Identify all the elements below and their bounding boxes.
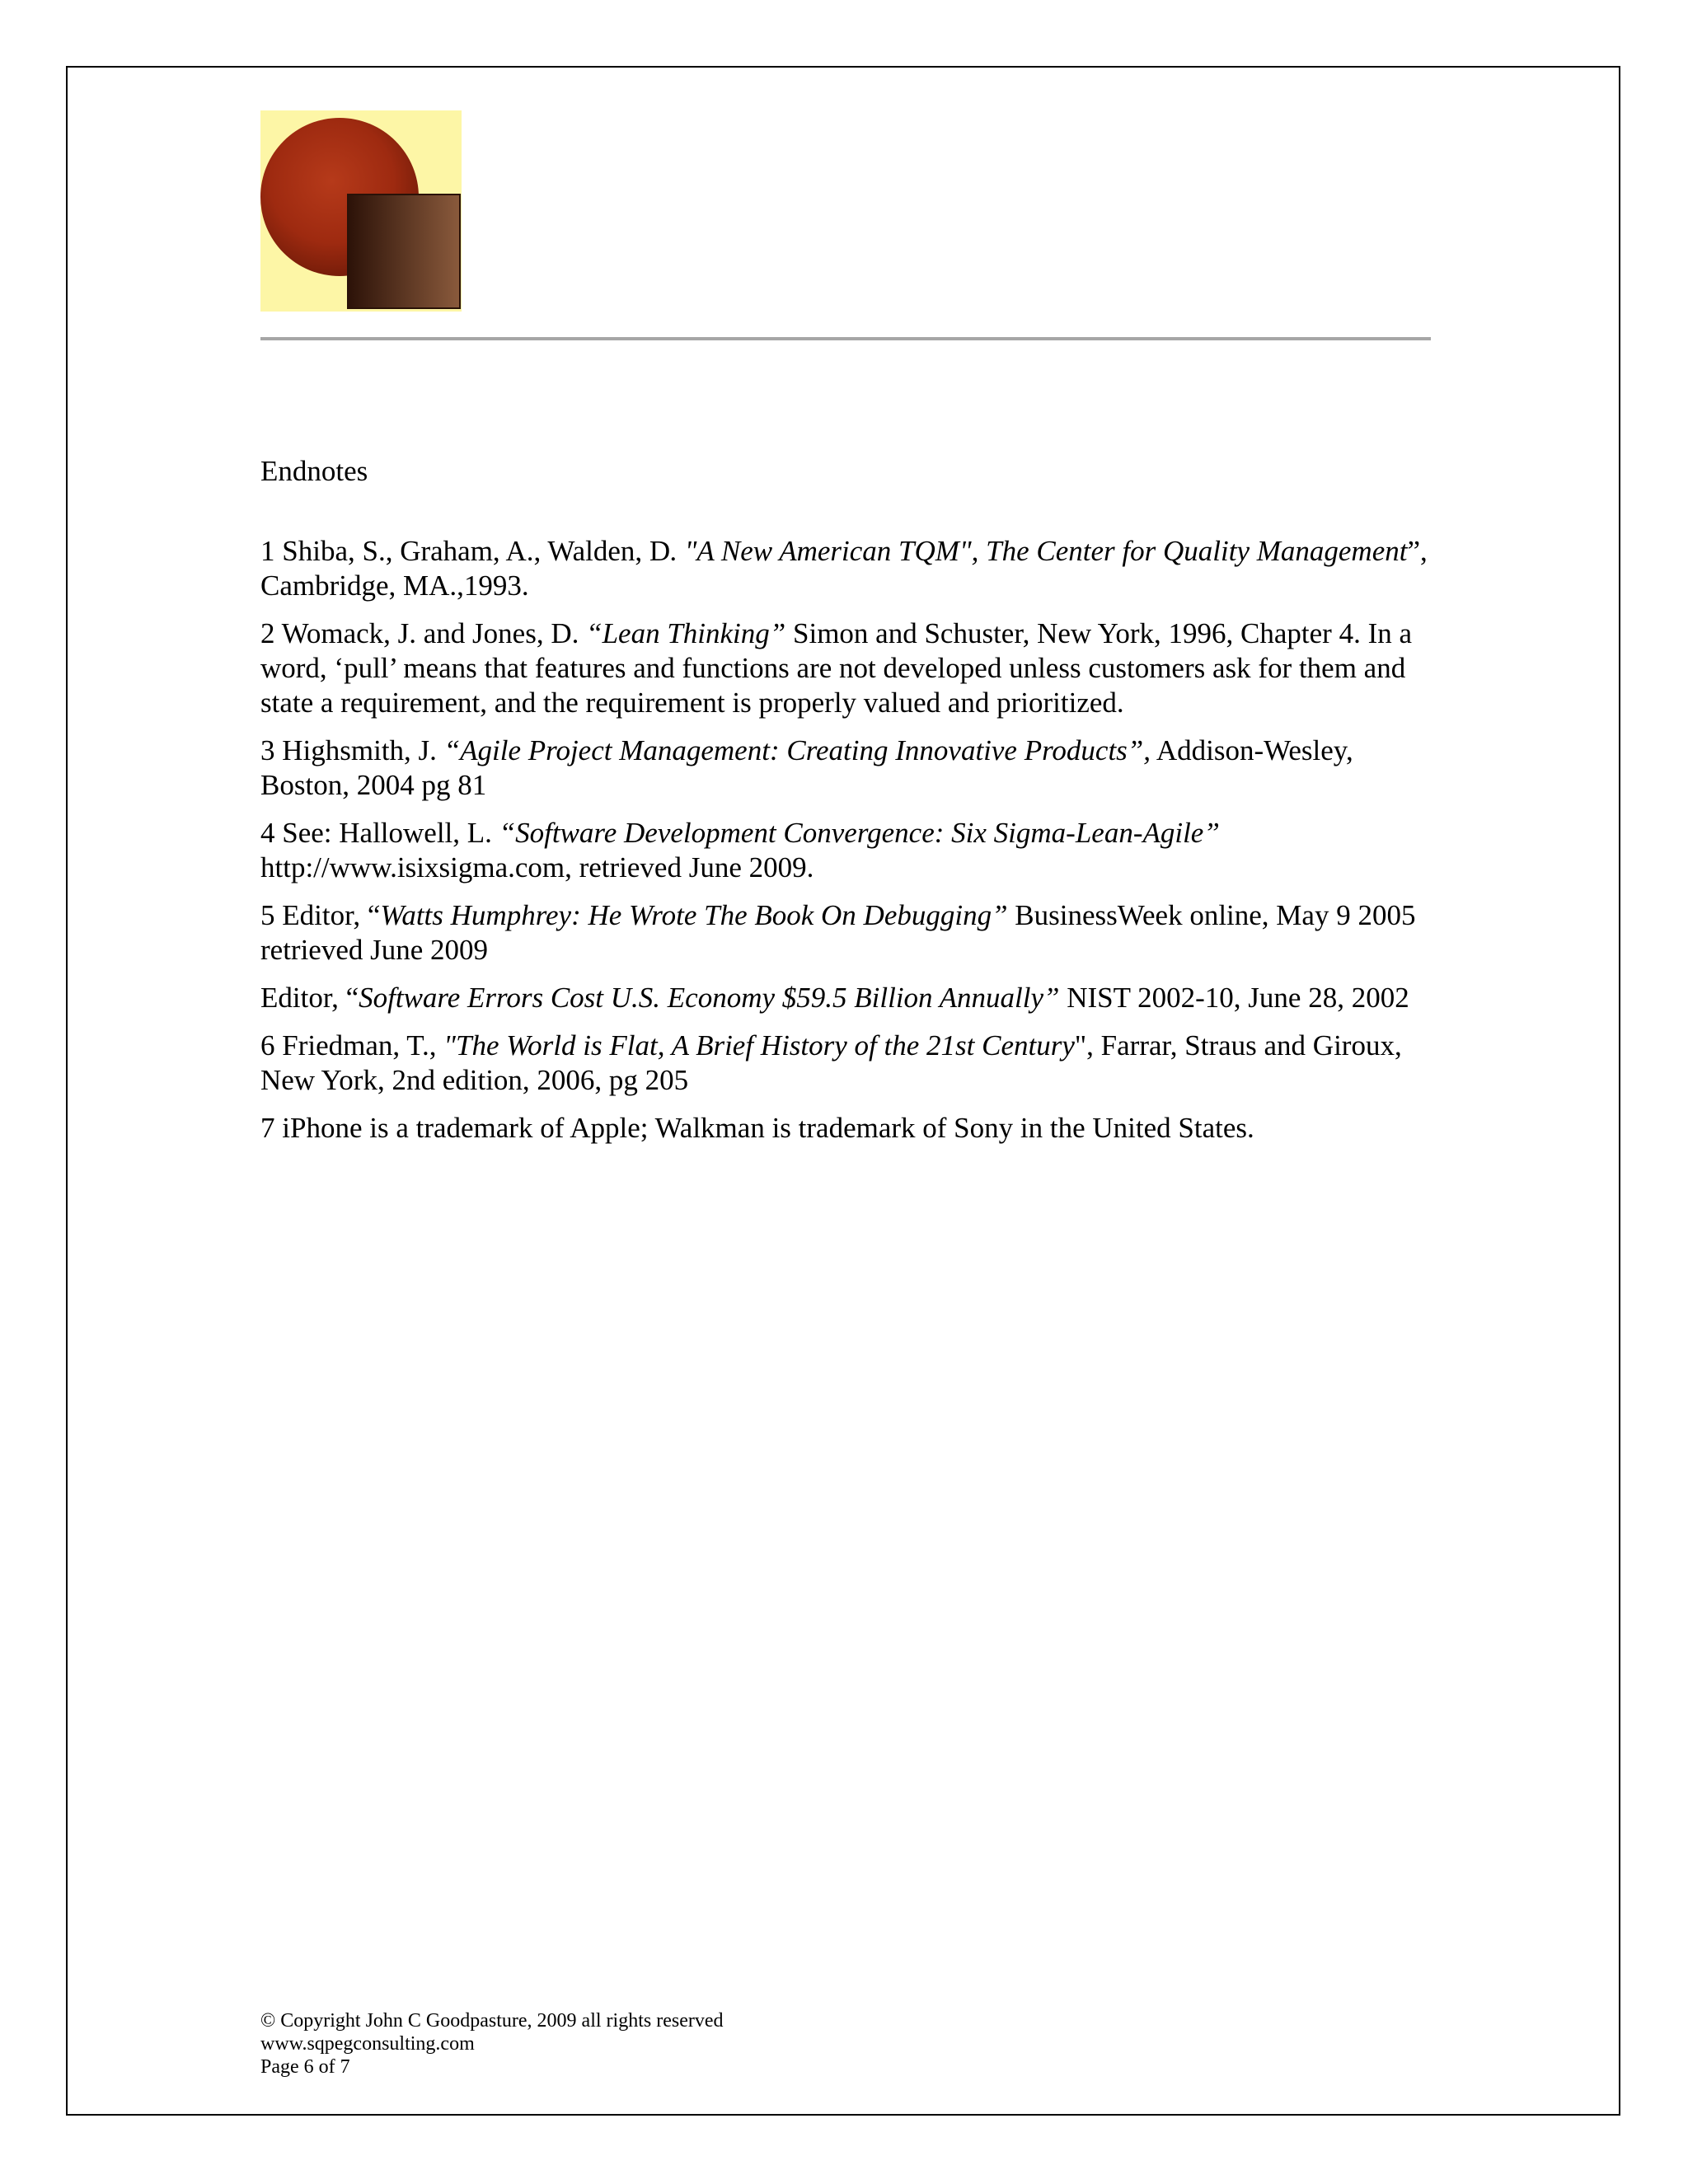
- logo-graphic: [260, 110, 462, 312]
- endnote-text: 6 Friedman, T.,: [260, 1029, 444, 1062]
- endnote-text: NIST 2002-10, June 28, 2002: [1059, 982, 1409, 1014]
- endnote-text: 3 Highsmith, J.: [260, 734, 444, 766]
- endnote-item: [260, 616, 1447, 720]
- endnote-item: [260, 534, 1447, 603]
- endnote-text: Simon and Schuster, New York, 1996, Chapter 4. In a word, ‘pull’ means that features and functions are not developed unless customers ask for them and state a requirement, and the requirement is properly valued and prioritized.: [260, 617, 1413, 719]
- endnote-text: http://www.isixsigma.com, retrieved June 2009.: [260, 851, 814, 883]
- footer-page-number: Page 6 of 7: [260, 2056, 350, 2078]
- endnote-item: [260, 898, 1447, 968]
- endnote-text: 1 Shiba, S., Graham, A., Walden, D: [260, 535, 671, 567]
- endnote-text: 7 iPhone is a trademark of Apple; Walkman is trademark of Sony in the United States.: [260, 1112, 1254, 1144]
- endnote-text: Editor, “: [260, 982, 359, 1014]
- endnote-title-text: "The World is Flat, A Brief History of the 21st Century: [443, 1029, 1075, 1062]
- endnote-title-text: Watts Humphrey: He Wrote The Book On Debugging”: [380, 899, 1008, 931]
- endnote-text: Addison-Wesley, Boston, 2004 pg 81: [260, 734, 1353, 801]
- header-divider: [260, 337, 1431, 340]
- endnote-item: [260, 1111, 1447, 1146]
- endnote-text: 4 See: Hallowell, L.: [260, 817, 499, 849]
- endnote-item: [260, 733, 1447, 803]
- endnote-title-text: . "A New American TQM", The Center for Quality Management: [670, 535, 1408, 567]
- footer-copyright: © Copyright John C Goodpasture, 2009 all rights reserved: [260, 2010, 724, 2032]
- endnote-text: 2 Womack, J. and Jones, D.: [260, 617, 587, 649]
- endnote-title-text: “Agile Project Management: Creating Innovative Products”,: [443, 734, 1151, 766]
- endnote-text: BusinessWeek online, May 9 2005 retrieved June 2009: [260, 899, 1416, 966]
- logo-square: [348, 194, 460, 308]
- endnote-item: [260, 1029, 1447, 1098]
- logo-image: [260, 110, 462, 312]
- footer-website: www.sqpegconsulting.com: [260, 2033, 475, 2055]
- endnote-text: ”, Cambridge, MA.,1993.: [260, 535, 1428, 602]
- endnote-item: [260, 981, 1447, 1015]
- page-title: Endnotes: [260, 455, 368, 487]
- endnote-text: 5 Editor, “: [260, 899, 381, 931]
- endnotes-section: [260, 452, 1447, 1159]
- endnote-title-text: “Lean Thinking”: [586, 617, 786, 649]
- endnote-title-text: Software Errors Cost U.S. Economy $59.5 Billion Annually”: [359, 982, 1060, 1014]
- page-footer: [260, 2009, 1250, 2079]
- endnote-text: ", Farrar, Straus and Giroux, New York, 2nd edition, 2006, pg 205: [260, 1029, 1402, 1096]
- endnote-item: [260, 816, 1447, 885]
- endnotes-list: [260, 534, 1447, 1146]
- endnote-title-text: “Software Development Convergence: Six Sigma-Lean-Agile”: [499, 817, 1220, 849]
